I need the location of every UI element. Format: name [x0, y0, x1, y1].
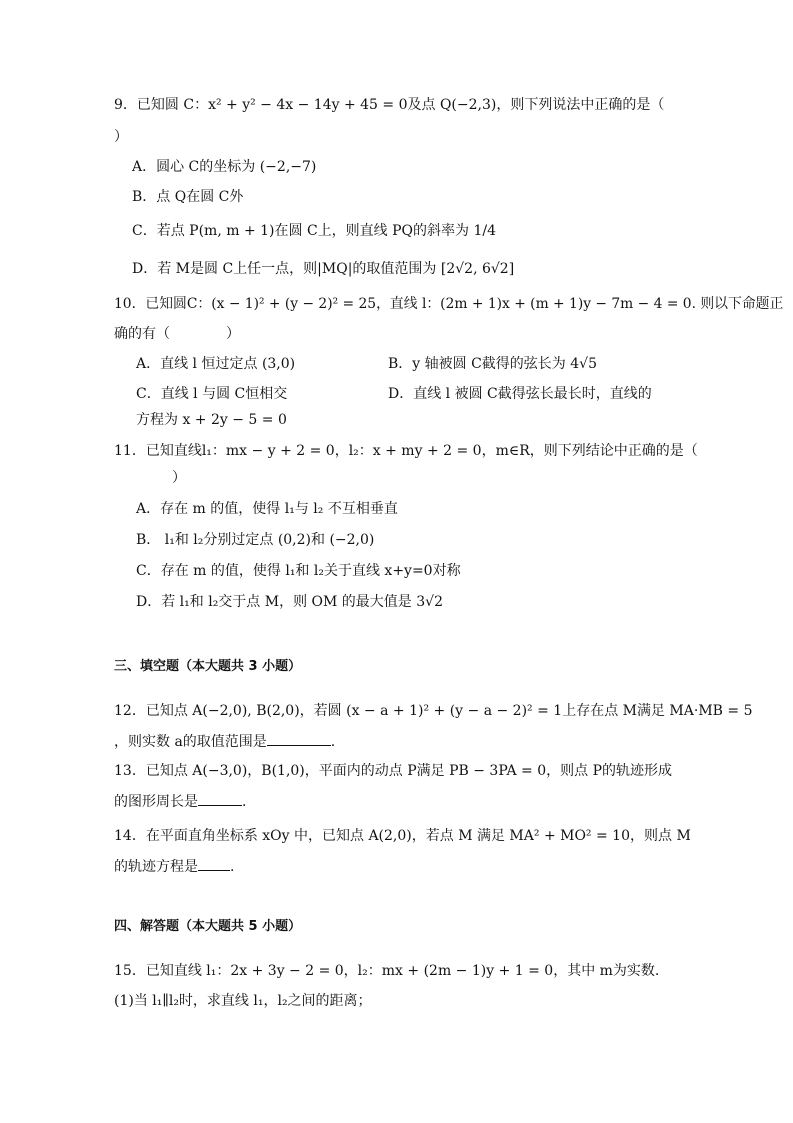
q14-text-2: 的轨迹方程是 [114, 859, 198, 875]
section-4-heading: 四、解答题（本大题共 5 小题） [114, 919, 302, 934]
q13-end: . [242, 794, 247, 810]
q15-text: 15．已知直线 l₁：2x + 3y − 2 = 0，l₂：mx + (2m − 1)y + 1 = 0，其中 m为实数. [114, 963, 660, 979]
q14-text-2-line [114, 856, 234, 877]
q10-option-a: A．直线 l 恒过定点 (3,0) [136, 356, 296, 372]
q13-text-2: 的图形周长是 [114, 794, 198, 810]
q10-stem-2: 确的有（ ） [114, 326, 240, 342]
q9-option-a: A．圆心 C的坐标为 (−2,−7) [132, 159, 317, 175]
q14-end: . [230, 859, 235, 875]
q9-option-d: D．若 M是圆 C上任一点，则|MQ|的取值范围为 [2√2, 6√2] [132, 261, 515, 277]
q12-end: . [330, 734, 336, 750]
section-3-heading: 三、填空题（本大题共 3 小题） [114, 659, 302, 674]
q13-answer-blank[interactable] [198, 791, 242, 806]
q12-text: 12．已知点 A(−2,0), B(2,0)，若圆 (x − a + 1)² + (y − a − 2)² = 1上存在点 M满足 MA·MB = 5 [114, 703, 753, 719]
q12-text-2-line [114, 731, 335, 752]
q10-option-d: D．直线 l 被圆 C截得弦长最长时，直线的 [388, 386, 652, 402]
q15-sub1: (1)当 l₁∥l₂时，求直线 l₁，l₂之间的距离； [114, 993, 372, 1009]
q13-text: 13．已知点 A(−3,0)，B(1,0)，平面内的动点 P满足 PB − 3PA = 0，则点 P的轨迹形成 [114, 763, 672, 779]
q14-text: 14．在平面直角坐标系 xOy 中，已知点 A(2,0)，若点 M 满足 MA² + MO² = 10，则点 M [114, 828, 691, 844]
q11-option-c: C．存在 m 的值，使得 l₁和 l₂关于直线 x+y=0对称 [136, 563, 461, 579]
q11-stem: 11．已知直线l₁：mx − y + 2 = 0，l₂：x + my + 2 = 0，m∈R，则下列结论中正确的是（ [114, 443, 698, 459]
q13-text-2-line [114, 791, 246, 812]
q11-option-a: A．存在 m 的值，使得 l₁与 l₂ 不互相垂直 [136, 501, 398, 517]
q10-stem: 10．已知圆C：(x − 1)² + (y − 2)² = 25，直线 l：(2m + 1)x + (m + 1)y − 7m − 4 = 0. 则以下命题正 [114, 296, 784, 312]
q11-option-b: B． l₁和 l₂分别过定点 (0,2)和 (−2,0) [136, 532, 375, 548]
q10-option-d-2: 方程为 x + 2y − 5 = 0 [136, 412, 287, 428]
q12-answer-blank[interactable] [267, 731, 331, 746]
q9-option-b: B．点 Q在圆 C外 [132, 189, 244, 205]
q11-option-d: D．若 l₁和 l₂交于点 M，则 OM 的最大值是 3√2 [136, 594, 443, 610]
q14-answer-blank[interactable] [198, 856, 230, 871]
q9-option-c: C．若点 P(m, m + 1)在圆 C上，则直线 PQ的斜率为 1/4 [132, 223, 496, 239]
q12-text-2: ，则实数 a的取值范围是 [114, 734, 267, 750]
q10-option-c: C．直线 l 与圆 C恒相交 [136, 386, 288, 402]
q9-stem: 9．已知圆 C：x² + y² − 4x − 14y + 45 = 0及点 Q(−2,3)，则下列说法中正确的是（ [114, 97, 665, 113]
q9-stem-close: ） [114, 129, 128, 145]
q11-stem-close: ） [172, 470, 186, 486]
q10-option-b: B．y 轴被圆 C截得的弦长为 4√5 [388, 356, 597, 372]
